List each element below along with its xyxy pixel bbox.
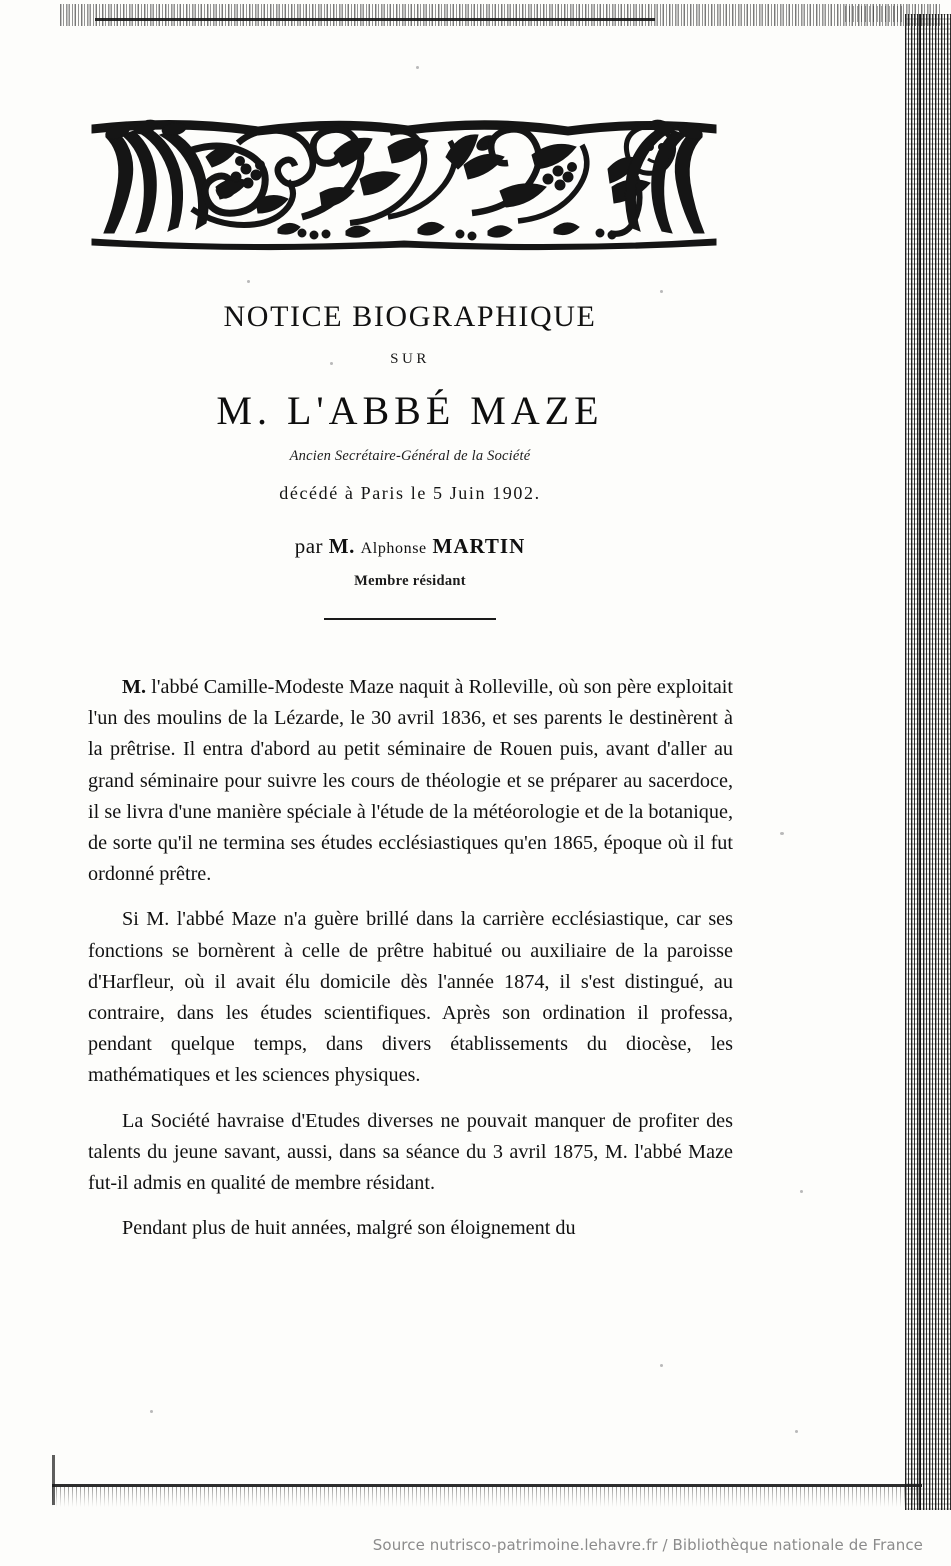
- engraved-foliate-headpiece: [88, 113, 720, 251]
- paragraph-lead-in: M.: [122, 676, 147, 698]
- scan-top-right-speckle: [845, 6, 905, 22]
- scan-binding-gutter: [905, 14, 951, 1510]
- author-line: [60, 534, 760, 559]
- page-fleck: [780, 832, 784, 835]
- author-firstname: Alphonse: [360, 540, 427, 557]
- scan-bottom-edge-speckle: [52, 1487, 922, 1507]
- title-preposition-sur: SUR: [390, 351, 430, 367]
- page-fleck: [795, 1430, 798, 1433]
- subject-death-line: décédé à Paris le 5 Juin 1902.: [279, 483, 541, 503]
- author-status: Membre résidant: [354, 573, 466, 589]
- author-prefix: par: [294, 534, 324, 558]
- page-fleck: [416, 66, 419, 69]
- body-text: [88, 672, 733, 1244]
- source-attribution: Source nutrisco-patrimoine.lehavre.fr / Bibliothèque nationale de France: [372, 1536, 923, 1554]
- page-fleck: [800, 1190, 803, 1193]
- page-title: NOTICE BIOGRAPHIQUE: [223, 300, 597, 333]
- subject-role: Ancien Secrétaire-Général de la Société: [289, 448, 531, 464]
- title-divider-rule: [324, 618, 496, 620]
- paragraph: La Société havraise d'Etudes diverses ne pouvait manquer de profiter des talents du jeune savant, aussi, dans sa séance du 3 avril 1875, M. l'abbé Maze fut-il admis en qualité de membre résidant.: [88, 1109, 733, 1195]
- scan-top-border-line: [95, 18, 655, 21]
- author-title: M.: [328, 534, 355, 558]
- author-lastname: MARTIN: [432, 534, 526, 558]
- page-fleck: [660, 1364, 663, 1367]
- paragraph: Si M. l'abbé Maze n'a guère brillé dans la carrière ecclésiastique, car ses fonctions se bornèrent à celle de prêtre habitué ou auxiliaire de la paroisse d'Harfleur, où il avait élu domicile dès l'année 1874, il s'est distingué, au contraire, dans les études scientifiques. Après son ordination il professa, pendant quelque temps, dans divers établissements du diocèse, les mathématiques et les sciences physiques.: [88, 908, 733, 1087]
- paragraph: [88, 672, 733, 890]
- paragraph: Pendant plus de huit années, malgré son éloignement du: [122, 1217, 576, 1240]
- scan-top-edge-speckle: [60, 4, 940, 26]
- paragraph-text: l'abbé Camille-Modeste Maze naquit à Rolleville, où son père exploitait l'un des moulins de la Lézarde, le 30 avril 1836, et ses parents le destinèrent à la prêtrise. Il entra d'abord au petit séminaire de Rouen puis, avant d'aller au grand séminaire pour suivre les cours de théologie et se préparer au sacerdoce, il se livra d'une manière spéciale à l'étude de la météorologie et de la botanique, de sorte qu'il ne termina ses études ecclésiastiques qu'en 1865, époque où il fut ordonné prêtre.: [88, 676, 733, 886]
- page-fleck: [150, 1410, 153, 1413]
- scan-left-border-line: [52, 1455, 55, 1505]
- page-fleck: [660, 290, 663, 293]
- subject-name: M. L'ABBÉ MAZE: [216, 388, 604, 433]
- page-fleck: [247, 280, 250, 283]
- title-block: [60, 300, 760, 620]
